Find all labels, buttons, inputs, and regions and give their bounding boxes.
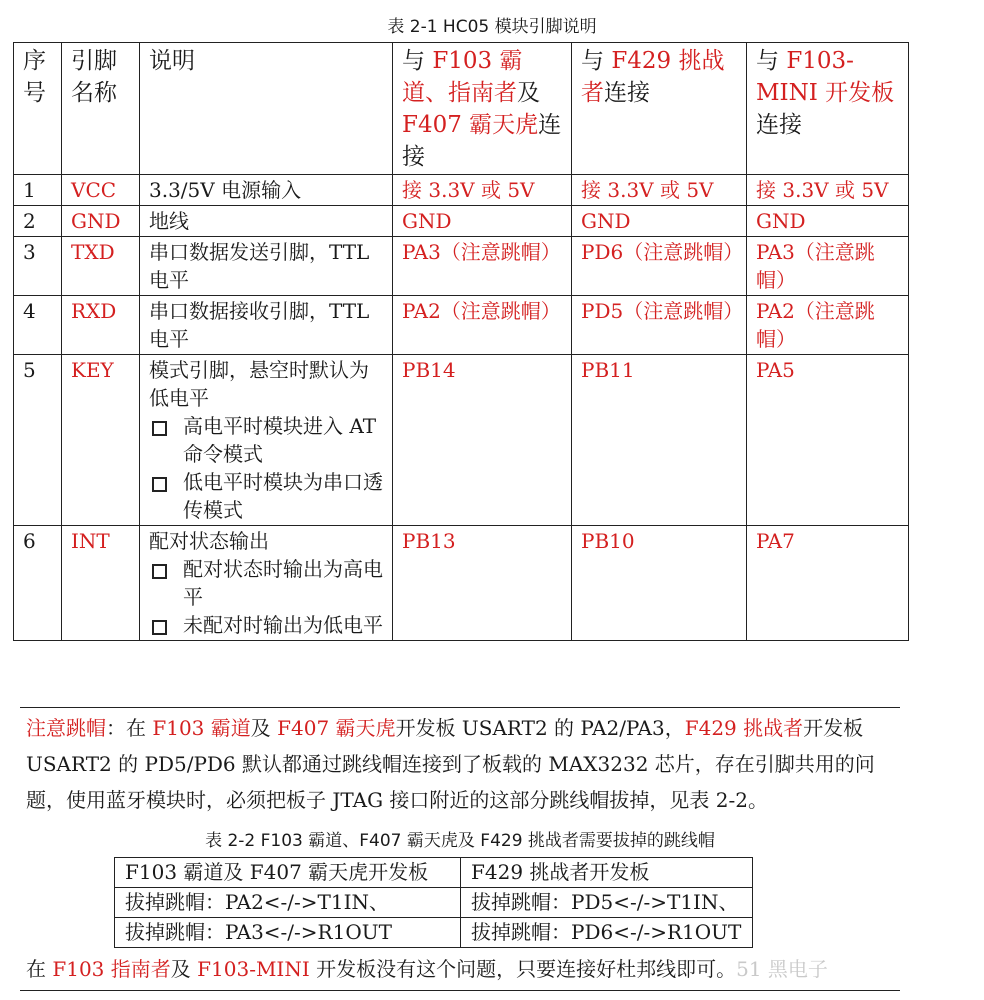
checkbox-icon xyxy=(152,477,167,492)
watermark-text: 51 黑电子 xyxy=(736,957,828,981)
plain-text: 开发板 USART2 的 PA2/PA3， xyxy=(395,716,685,740)
pin-name: GND xyxy=(62,206,140,237)
row-number: 1 xyxy=(14,175,62,206)
jumper-cell: 拔掉跳帽：PD6<-/->R1OUT xyxy=(461,918,753,948)
header-no: 序号 xyxy=(14,43,62,175)
pin-table xyxy=(13,42,909,641)
pin-description xyxy=(140,526,393,641)
description-text: 串口数据接收引脚，TTL 电平 xyxy=(149,299,370,351)
jumper-table xyxy=(114,857,753,948)
row-number: 5 xyxy=(14,355,62,526)
pin-name: KEY xyxy=(62,355,140,526)
pin-name: INT xyxy=(62,526,140,641)
checkbox-icon xyxy=(152,620,167,635)
pin-description xyxy=(140,355,393,526)
f103-f407-connection: 接 3.3V 或 5V xyxy=(393,175,572,206)
plain-text: 及 xyxy=(250,716,278,740)
footer-line xyxy=(26,955,828,983)
f103-f407-connection: PB13 xyxy=(393,526,572,641)
highlight-text: F103 霸道 xyxy=(152,716,251,740)
plain-text: 连接 xyxy=(402,112,562,170)
f429-connection: PD5（注意跳帽） xyxy=(572,296,747,355)
plain-text: 与 xyxy=(756,48,787,74)
f103-mini-connection: PA2（注意跳帽） xyxy=(747,296,909,355)
plain-text: 连接 xyxy=(756,112,802,138)
description-text: 模式引脚，悬空时默认为低电平 xyxy=(149,358,369,410)
f103-f407-connection: PA3（注意跳帽） xyxy=(393,237,572,296)
pin-name: VCC xyxy=(62,175,140,206)
pin-description xyxy=(140,206,393,237)
plain-text: 及 xyxy=(517,80,540,106)
jumper-table-header xyxy=(115,858,753,888)
highlight-text: 注意跳帽 xyxy=(26,716,106,740)
plain-text: 开发板没有这个问题，只要连接好杜邦线即可。 xyxy=(309,957,737,981)
checkbox-item-text: 未配对时输出为低电平 xyxy=(183,613,383,637)
highlight-text: F103 指南者 xyxy=(52,957,171,981)
note-paragraph xyxy=(26,710,906,818)
checkbox-item-text: 低电平时模块为串口透传模式 xyxy=(183,470,383,522)
checkbox-item xyxy=(149,468,384,524)
note-top-rule xyxy=(20,707,900,708)
plain-text: 开发板 USART2 的 PD5/PD6 默认都通过跳线帽连接到了板载的 MAX3232 芯片，存在引脚共用的问题，使用蓝牙模块时，必须把板子 JTAG 接口附近的这部分跳线帽拔掉，见表 2-2。 xyxy=(26,716,875,812)
description-text: 地线 xyxy=(149,209,189,233)
jumper-row xyxy=(115,888,753,918)
jumper-header-f429: F429 挑战者开发板 xyxy=(461,858,753,888)
jumper-header-f103: F103 霸道及 F407 霸天虎开发板 xyxy=(115,858,461,888)
header-c3 xyxy=(747,43,909,175)
checkbox-item xyxy=(149,611,384,639)
jumper-row xyxy=(115,918,753,948)
highlight-text: F103-MINI xyxy=(197,957,310,981)
highlight-text: F429 挑战者 xyxy=(581,48,725,106)
header-c2 xyxy=(572,43,747,175)
row-number: 3 xyxy=(14,237,62,296)
f429-connection: PB10 xyxy=(572,526,747,641)
f103-mini-connection: GND xyxy=(747,206,909,237)
row-number: 2 xyxy=(14,206,62,237)
row-number: 4 xyxy=(14,296,62,355)
f429-connection: PD6（注意跳帽） xyxy=(572,237,747,296)
footer-text xyxy=(26,957,736,981)
f103-mini-connection: PA5 xyxy=(747,355,909,526)
checkbox-item xyxy=(149,555,384,611)
f103-f407-connection: PB14 xyxy=(393,355,572,526)
f103-mini-connection: PA7 xyxy=(747,526,909,641)
checkbox-icon xyxy=(152,564,167,579)
highlight-text: F103 霸道、指南者 xyxy=(402,48,523,106)
table1-caption: 表 2-1 HC05 模块引脚说明 xyxy=(387,17,597,37)
plain-text: 连接 xyxy=(604,80,650,106)
description-text: 配对状态输出 xyxy=(149,529,269,553)
jumper-cell: 拔掉跳帽：PA3<-/->R1OUT xyxy=(115,918,461,948)
pin-description xyxy=(140,237,393,296)
f103-mini-connection: PA3（注意跳帽） xyxy=(747,237,909,296)
jumper-note xyxy=(26,710,906,818)
plain-text: 在 xyxy=(26,957,53,981)
highlight-text: F429 挑战者 xyxy=(684,716,804,740)
description-text: 3.3/5V 电源输入 xyxy=(149,178,302,202)
f429-connection: GND xyxy=(572,206,747,237)
pin-description xyxy=(140,296,393,355)
f429-connection: 接 3.3V 或 5V xyxy=(572,175,747,206)
pin-description xyxy=(140,175,393,206)
pin-name: RXD xyxy=(62,296,140,355)
f429-connection: PB11 xyxy=(572,355,747,526)
pin-row xyxy=(14,526,909,641)
jumper-cell: 拔掉跳帽：PD5<-/->T1IN、 xyxy=(461,888,753,918)
f103-mini-connection: 接 3.3V 或 5V xyxy=(747,175,909,206)
header-c1 xyxy=(393,43,572,175)
pin-row xyxy=(14,175,909,206)
checkbox-icon xyxy=(152,421,167,436)
table2-caption: 表 2-2 F103 霸道、F407 霸天虎及 F429 挑战者需要拔掉的跳线帽 xyxy=(205,831,715,851)
plain-text: 及 xyxy=(170,957,198,981)
f103-f407-connection: GND xyxy=(393,206,572,237)
pin-row xyxy=(14,355,909,526)
checkbox-item-text: 高电平时模块进入 AT 命令模式 xyxy=(183,414,377,466)
checkbox-item xyxy=(149,412,384,468)
description-text: 串口数据发送引脚，TTL 电平 xyxy=(149,240,370,292)
checkbox-item-text: 配对状态时输出为高电平 xyxy=(183,557,383,609)
plain-text: 与 xyxy=(581,48,612,74)
row-number: 6 xyxy=(14,526,62,641)
highlight-text: F407 霸天虎 xyxy=(277,716,396,740)
jumper-cell: 拔掉跳帽：PA2<-/->T1IN、 xyxy=(115,888,461,918)
pin-name: TXD xyxy=(62,237,140,296)
pin-row xyxy=(14,237,909,296)
header-pin: 引脚名称 xyxy=(62,43,140,175)
plain-text: ：在 xyxy=(106,716,153,740)
highlight-text: F103-MINI 开发板 xyxy=(756,48,895,106)
bottom-rule xyxy=(20,990,900,991)
header-desc: 说明 xyxy=(140,43,393,175)
plain-text: 与 xyxy=(402,48,433,74)
pin-table-header xyxy=(14,43,909,175)
pin-row xyxy=(14,206,909,237)
pin-row xyxy=(14,296,909,355)
f103-f407-connection: PA2（注意跳帽） xyxy=(393,296,572,355)
highlight-text: F407 霸天虎 xyxy=(402,112,539,138)
